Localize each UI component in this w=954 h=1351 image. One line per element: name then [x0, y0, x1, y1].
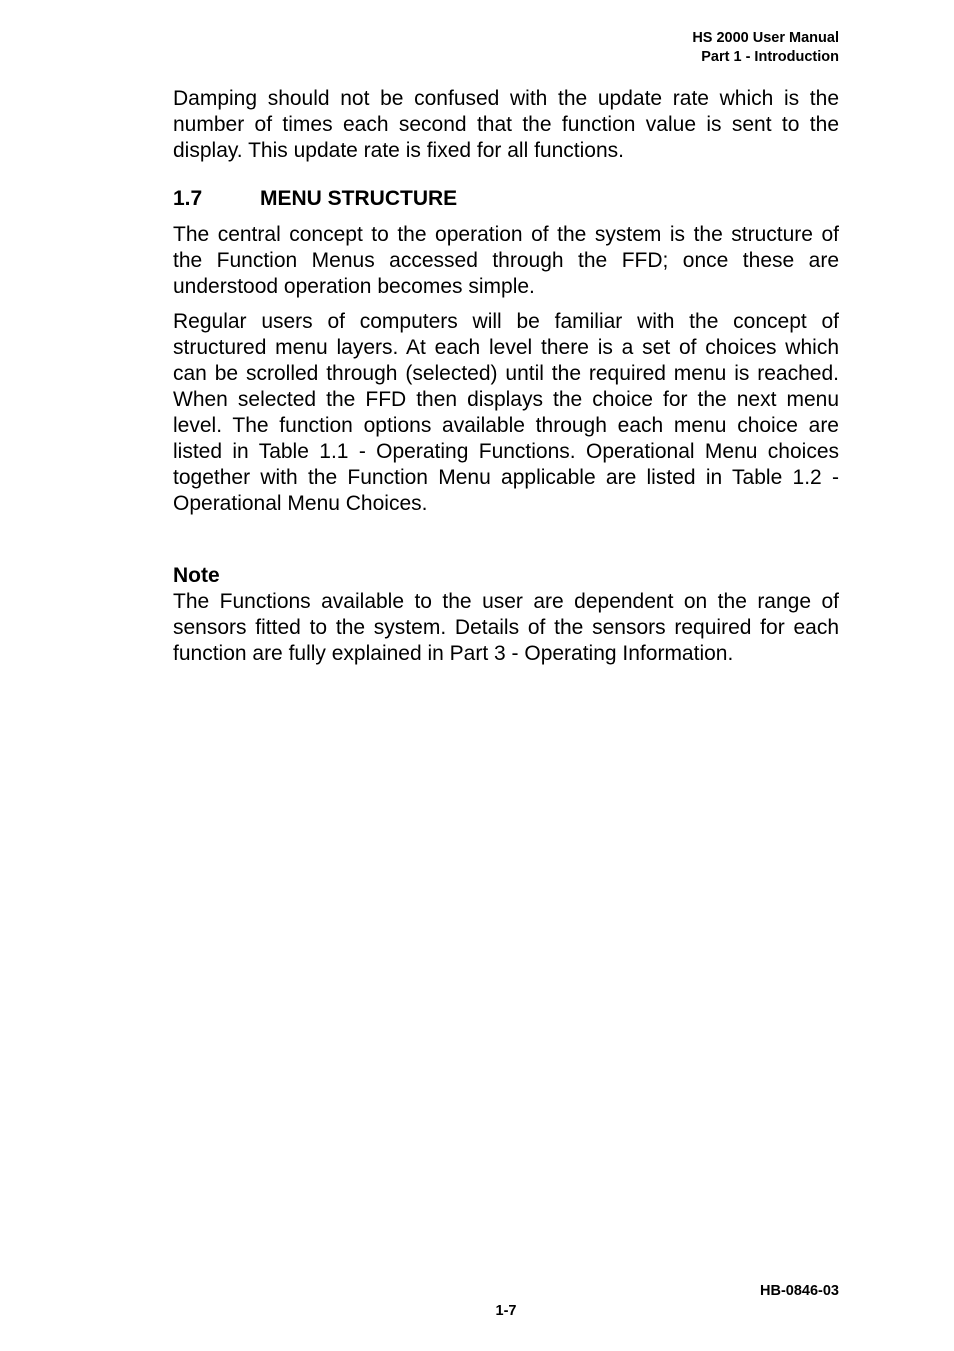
note-text: The Functions available to the user are dependent on the range of sensors fitted to the system. Details of the sensors required for each function are fully explained in Part 3 - Operating Information.	[173, 590, 839, 665]
section-title: MENU STRUCTURE	[260, 187, 458, 210]
paragraph-menu-concept: The central concept to the operation of the system is the structure of the Function Menus accessed through the FFD; once these are understood operation becomes simple.	[173, 223, 839, 298]
paragraph-menu-layers: Regular users of computers will be familiar with the concept of structured menu layers. At each level there is a set of choices which can be scrolled through (selected) until the required menu is reached. When selected the FFD then displays the choice for the next menu level. The function options available through each menu choice are listed in Table 1.1 - Operating Functions. Operational Menu choices together with the Function Menu applicable are listed in Table 1.2 - Operational Menu Choices.	[173, 310, 839, 515]
manual-title: HS 2000 User Manual	[692, 30, 839, 46]
page-body	[173, 86, 839, 667]
section-heading	[173, 186, 839, 212]
document-reference: HB-0846-03	[760, 1283, 839, 1299]
note-title: Note	[173, 564, 220, 587]
page-header	[692, 29, 839, 67]
intro-paragraph: Damping should not be confused with the update rate which is the number of times each second that the function value is sent to the display. This update rate is fixed for all functions.	[173, 87, 839, 162]
section-number: 1.7	[173, 187, 203, 210]
page-number: 1-7	[495, 1303, 517, 1319]
part-title: Part 1 - Introduction	[701, 49, 839, 65]
